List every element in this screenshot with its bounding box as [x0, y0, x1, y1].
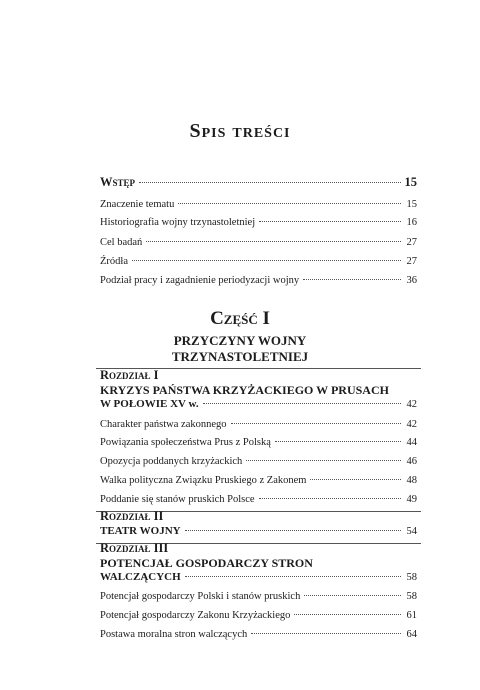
leader-dots [185, 576, 401, 577]
toc-entry-chapter-title[interactable] [100, 398, 417, 411]
toc-entry-label: Podział pracy i zagadnienie periodyzacji wojny [100, 275, 300, 286]
toc-page-number: 46 [406, 456, 417, 467]
toc-entry[interactable] [100, 436, 417, 449]
toc-page-number: 15 [404, 175, 417, 189]
chapter-heading: Rozdział II [100, 509, 164, 523]
leader-dots [275, 441, 401, 442]
toc-page-number: 49 [406, 494, 417, 505]
toc-page-number: 54 [406, 526, 417, 537]
leader-dots [203, 403, 401, 404]
leader-dots [146, 241, 401, 242]
toc-page-number: 42 [406, 399, 417, 410]
chapter-heading: Rozdział I [100, 368, 159, 382]
part-title: Część I [210, 308, 270, 329]
leader-dots [294, 614, 401, 615]
toc-page-number: 42 [406, 419, 417, 430]
toc-entry-label: Powiązania społeczeństwa Prus z Polską [100, 437, 271, 448]
leader-dots [132, 260, 401, 261]
toc-entry-chapter-title[interactable] [100, 525, 417, 538]
leader-dots [246, 460, 401, 461]
toc-entry-label: Potencjał gospodarczy Polski i stanów pruskich [100, 591, 301, 602]
chapter-title-line: KRYZYS PAŃSTWA KRZYŻACKIEGO W PRUSACH [100, 383, 389, 397]
toc-entry[interactable] [100, 255, 417, 268]
toc-page-number: 15 [406, 199, 417, 210]
toc-entry[interactable] [100, 198, 417, 211]
leader-dots [303, 279, 401, 280]
toc-page-number: 36 [406, 275, 417, 286]
chapter-heading: Rozdział III [100, 541, 169, 555]
toc-entry[interactable] [100, 418, 417, 431]
toc-page-number: 27 [406, 256, 417, 267]
toc-page-number: 27 [406, 237, 417, 248]
part-subtitle-line: PRZYCZYNY WOJNY [173, 333, 307, 348]
toc-entry-chapter-title[interactable] [100, 571, 417, 584]
chapter-title-line: TEATR WOJNY [100, 525, 181, 537]
toc-entry[interactable] [100, 216, 417, 229]
toc-entry[interactable] [100, 590, 417, 603]
toc-entry[interactable] [100, 609, 417, 622]
toc-page-number: 61 [406, 610, 417, 621]
leader-dots [231, 423, 401, 424]
leader-dots [259, 498, 401, 499]
toc-entry[interactable] [100, 236, 417, 249]
toc-page-number: 58 [406, 591, 417, 602]
toc-page-number: 64 [406, 629, 417, 640]
toc-entry[interactable] [100, 474, 417, 487]
toc-entry-label: Wstęp [100, 175, 136, 189]
toc-entry[interactable] [100, 274, 417, 287]
toc-entry-label: Postawa moralna stron walczących [100, 629, 248, 640]
leader-dots [259, 221, 401, 222]
toc-entry-label: Charakter państwa zakonnego [100, 419, 227, 430]
toc-entry-label: Historiografia wojny trzynastoletniej [100, 217, 256, 228]
toc-entry-label: Potencjał gospodarczy Zakonu Krzyżackiego [100, 610, 291, 621]
toc-page-number: 44 [406, 437, 417, 448]
chapter-title-line: POTENCJAŁ GOSPODARCZY STRON [100, 556, 313, 570]
toc-entry-label: Źródła [100, 256, 128, 267]
toc-page-number: 48 [406, 475, 417, 486]
leader-dots [178, 203, 401, 204]
toc-entry-label: Poddanie się stanów pruskich Polsce [100, 494, 255, 505]
toc-entry[interactable] [100, 628, 417, 641]
leader-dots [139, 182, 400, 183]
toc-page-number: 58 [406, 572, 417, 583]
leader-dots [310, 479, 401, 480]
toc-entry-wstep[interactable] [100, 176, 417, 189]
page-title: Spis treści [189, 120, 291, 142]
toc-entry-label: Znaczenie tematu [100, 199, 175, 210]
toc-page-number: 16 [406, 217, 417, 228]
leader-dots [304, 595, 401, 596]
chapter-title-line: WALCZĄCYCH [100, 571, 181, 583]
toc-entry[interactable] [100, 455, 417, 468]
part-subtitle-line: TRZYNASTOLETNIEJ [171, 349, 309, 364]
toc-entry-label: Opozycja poddanych krzyżackich [100, 456, 243, 467]
leader-dots [185, 530, 401, 531]
leader-dots [251, 633, 401, 634]
toc-entry-label: Cel badań [100, 237, 143, 248]
toc-entry-label: Walka polityczna Związku Pruskiego z Zakonem [100, 475, 307, 486]
chapter-title-line: W POŁOWIE XV w. [100, 398, 199, 410]
toc-entry[interactable] [100, 493, 417, 506]
